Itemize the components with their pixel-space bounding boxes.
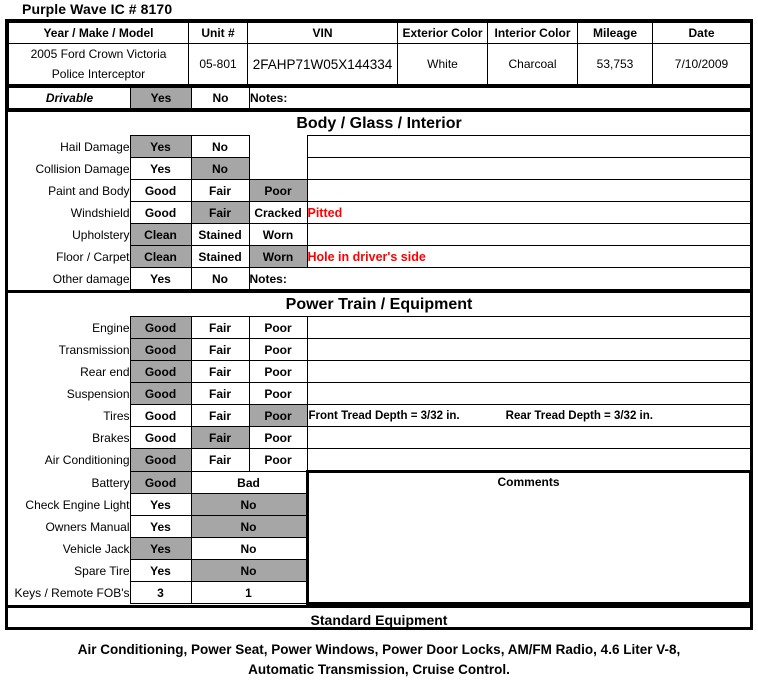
- upholstery-option-clean[interactable]: Clean: [130, 224, 191, 246]
- tires-note[interactable]: [307, 405, 750, 427]
- upholstery-option-stained[interactable]: Stained: [191, 224, 249, 246]
- form-frame: [5, 19, 753, 677]
- vehicle-data-row: [9, 44, 751, 86]
- table-row: [8, 224, 750, 246]
- standard-equipment-line-1: Air Conditioning, Power Seat, Power Windows, Power Door Locks, AM/FM Radio, 4.6 Liter V-8,: [77, 642, 681, 657]
- floor-carpet-option-clean[interactable]: Clean: [130, 246, 191, 268]
- table-row: [8, 136, 750, 158]
- row-label-collision-damage: Collision Damage: [8, 158, 130, 180]
- spare-tire-option-yes[interactable]: Yes: [130, 560, 191, 582]
- brakes-option-fair[interactable]: Fair: [191, 427, 249, 449]
- check-engine-light-option-yes[interactable]: Yes: [130, 494, 191, 516]
- floor-carpet-option-worn[interactable]: Worn: [249, 246, 307, 268]
- suspension-note[interactable]: [307, 383, 750, 405]
- hail-damage-note[interactable]: [307, 136, 750, 158]
- table-row: [8, 361, 750, 383]
- transmission-option-fair[interactable]: Fair: [191, 339, 249, 361]
- row-label-tires: Tires: [8, 405, 130, 427]
- table-row: [8, 449, 750, 472]
- paint-and-body-option-fair[interactable]: Fair: [191, 180, 249, 202]
- drivable-row: [9, 88, 751, 109]
- vehicle-interior-color: Charcoal: [488, 44, 578, 86]
- drivable-table: [8, 87, 751, 109]
- paint-and-body-option-poor[interactable]: Poor: [249, 180, 307, 202]
- remote-fobs-count[interactable]: 1: [191, 582, 307, 604]
- tires-option-poor[interactable]: Poor: [249, 405, 307, 427]
- upholstery-option-worn[interactable]: Worn: [249, 224, 307, 246]
- col-header-year-make-model: Year / Make / Model: [9, 23, 189, 44]
- other-damage-notes[interactable]: Notes:: [249, 268, 750, 290]
- vehicle-vin: 2FAHP71W05X144334: [248, 44, 398, 86]
- transmission-note[interactable]: [307, 339, 750, 361]
- drivable-option-no[interactable]: No: [192, 88, 250, 109]
- vehicle-year-make-model: [9, 44, 189, 86]
- table-row: [8, 202, 750, 224]
- battery-option-bad[interactable]: Bad: [191, 472, 307, 494]
- floor-carpet-option-stained[interactable]: Stained: [191, 246, 249, 268]
- paint-and-body-option-good[interactable]: Good: [130, 180, 191, 202]
- table-row: [8, 427, 750, 449]
- row-label-battery: Battery: [8, 472, 130, 494]
- hail-damage-option-no[interactable]: No: [191, 136, 249, 158]
- hail-damage-option-yes[interactable]: Yes: [130, 136, 191, 158]
- drivable-notes[interactable]: Notes:: [250, 88, 751, 109]
- collision-damage-option-yes[interactable]: Yes: [130, 158, 191, 180]
- row-label-transmission: Transmission: [8, 339, 130, 361]
- row-label-floor-carpet: Floor / Carpet: [8, 246, 130, 268]
- other-damage-option-yes[interactable]: Yes: [130, 268, 191, 290]
- row-label-air-conditioning: Air Conditioning: [8, 449, 130, 472]
- powertrain-section-band: [8, 290, 750, 316]
- drivable-option-yes[interactable]: Yes: [131, 88, 192, 109]
- windshield-option-good[interactable]: Good: [130, 202, 191, 224]
- transmission-option-poor[interactable]: Poor: [249, 339, 307, 361]
- brakes-option-good[interactable]: Good: [130, 427, 191, 449]
- air-conditioning-option-poor[interactable]: Poor: [249, 449, 307, 472]
- table-row: [8, 472, 750, 494]
- table-row: [8, 180, 750, 202]
- table-row: [8, 268, 750, 290]
- comments-box[interactable]: [307, 472, 750, 604]
- paint-and-body-note[interactable]: [307, 180, 750, 202]
- powertrain-section-title: Power Train / Equipment: [285, 296, 473, 313]
- keys-count[interactable]: 3: [130, 582, 191, 604]
- standard-equipment-title: Standard Equipment: [310, 612, 448, 628]
- table-row: [8, 317, 750, 339]
- table-row: [8, 383, 750, 405]
- air-conditioning-option-fair[interactable]: Fair: [191, 449, 249, 472]
- row-label-suspension: Suspension: [8, 383, 130, 405]
- page-title: Purple Wave IC # 8170: [22, 1, 173, 17]
- rear-end-option-fair[interactable]: Fair: [191, 361, 249, 383]
- brakes-option-poor[interactable]: Poor: [249, 427, 307, 449]
- body-section-title: Body / Glass / Interior: [296, 115, 462, 132]
- row-label-rear-end: Rear end: [8, 361, 130, 383]
- upholstery-note[interactable]: [307, 224, 750, 246]
- owners-manual-option-no[interactable]: No: [191, 516, 307, 538]
- col-header-unit: Unit #: [189, 23, 248, 44]
- vehicle-jack-option-no[interactable]: No: [191, 538, 307, 560]
- rear-end-option-good[interactable]: Good: [130, 361, 191, 383]
- drivable-label: Drivable: [9, 88, 131, 109]
- vehicle-exterior-color: White: [398, 44, 488, 86]
- row-label-engine: Engine: [8, 317, 130, 339]
- row-label-other-damage: Other damage: [8, 268, 130, 290]
- check-engine-light-option-no[interactable]: No: [191, 494, 307, 516]
- body-section-table: [8, 135, 751, 290]
- spare-tire-option-no[interactable]: No: [191, 560, 307, 582]
- windshield-option-cracked[interactable]: Cracked: [249, 202, 307, 224]
- row-label-owners-manual: Owners Manual: [8, 516, 130, 538]
- col-header-date: Date: [653, 23, 751, 44]
- powertrain-section-table: [8, 316, 752, 605]
- col-header-exterior-color: Exterior Color: [398, 23, 488, 44]
- vehicle-mileage: 53,753: [578, 44, 653, 86]
- vehicle-header-row: [9, 23, 751, 44]
- standard-equipment-list: [8, 628, 750, 680]
- row-label-paint-and-body: Paint and Body: [8, 180, 130, 202]
- engine-option-poor[interactable]: Poor: [249, 317, 307, 339]
- suspension-option-good[interactable]: Good: [130, 383, 191, 405]
- engine-option-fair[interactable]: Fair: [191, 317, 249, 339]
- tires-front-tread-depth: Front Tread Depth = 3/32 in.: [308, 409, 460, 422]
- tires-option-fair[interactable]: Fair: [191, 405, 249, 427]
- standard-equipment-line-2: Automatic Transmission, Cruise Control.: [248, 662, 510, 677]
- vehicle-unit-number: 05-801: [189, 44, 248, 86]
- engine-note[interactable]: [307, 317, 750, 339]
- engine-option-good[interactable]: Good: [130, 317, 191, 339]
- table-row: [8, 339, 750, 361]
- row-label-keys-remote-fobs: Keys / Remote FOB's: [8, 582, 130, 604]
- owners-manual-option-yes[interactable]: Yes: [130, 516, 191, 538]
- collision-damage-option-no[interactable]: No: [191, 158, 249, 180]
- vehicle-jack-option-yes[interactable]: Yes: [130, 538, 191, 560]
- col-header-mileage: Mileage: [578, 23, 653, 44]
- windshield-note[interactable]: Pitted: [307, 202, 750, 224]
- suspension-option-poor[interactable]: Poor: [249, 383, 307, 405]
- transmission-option-good[interactable]: Good: [130, 339, 191, 361]
- standard-equipment-band: [8, 605, 750, 680]
- air-conditioning-note[interactable]: [307, 449, 750, 472]
- suspension-option-fair[interactable]: Fair: [191, 383, 249, 405]
- body-section-band: [8, 109, 750, 135]
- row-label-vehicle-jack: Vehicle Jack: [8, 538, 130, 560]
- comments-label: Comments: [497, 475, 560, 489]
- spacer-cell: [249, 158, 307, 180]
- rear-end-option-poor[interactable]: Poor: [249, 361, 307, 383]
- rear-end-note[interactable]: [307, 361, 750, 383]
- table-row: [8, 405, 750, 427]
- table-row: [8, 246, 750, 268]
- col-header-vin: VIN: [248, 23, 398, 44]
- ymm-line-1: 2005 Ford Crown Victoria: [30, 47, 167, 61]
- collision-damage-note[interactable]: [307, 158, 750, 180]
- other-damage-option-no[interactable]: No: [191, 268, 249, 290]
- row-label-windshield: Windshield: [8, 202, 130, 224]
- tires-option-good[interactable]: Good: [130, 405, 191, 427]
- row-label-hail-damage: Hail Damage: [8, 136, 130, 158]
- row-label-spare-tire: Spare Tire: [8, 560, 130, 582]
- vehicle-date: 7/10/2009: [653, 44, 751, 86]
- col-header-interior-color: Interior Color: [488, 23, 578, 44]
- row-label-upholstery: Upholstery: [8, 224, 130, 246]
- vehicle-header-table: [8, 22, 751, 87]
- air-conditioning-option-good[interactable]: Good: [130, 449, 191, 472]
- tires-rear-tread-depth: Rear Tread Depth = 3/32 in.: [505, 409, 653, 422]
- spacer-cell: [249, 136, 307, 158]
- battery-option-good[interactable]: Good: [130, 472, 191, 494]
- row-label-check-engine-light: Check Engine Light: [8, 494, 130, 516]
- windshield-option-fair[interactable]: Fair: [191, 202, 249, 224]
- ymm-line-2: Police Interceptor: [51, 67, 146, 81]
- row-label-brakes: Brakes: [8, 427, 130, 449]
- brakes-note[interactable]: [307, 427, 750, 449]
- table-row: [8, 158, 750, 180]
- floor-carpet-note[interactable]: Hole in driver's side: [307, 246, 750, 268]
